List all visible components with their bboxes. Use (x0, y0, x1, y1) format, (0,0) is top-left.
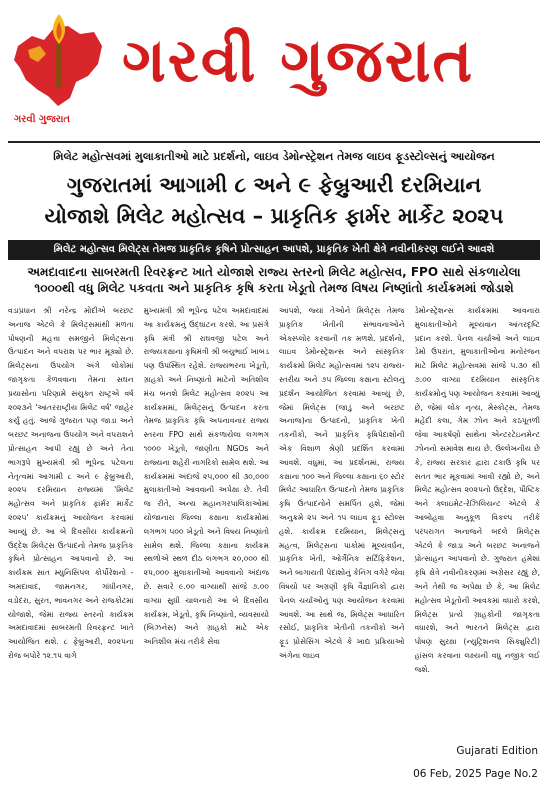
headline-line-1: ગુજરાતમાં આગામી ૮ અને ૯ ફેબ્રુઆરી દરમિયાન (66, 173, 482, 197)
logo-caption: ગરવી ગુજરાત (14, 114, 71, 125)
footer-date-page: 06 Feb, 2025 Page No.2 (413, 768, 538, 780)
subhead (8, 264, 540, 296)
masthead-divider (8, 141, 540, 143)
kicker: મિલેટ મહોત્સવમાં મુલાકાતીઓ માટે પ્રદર્શનો, લાઇવ ડેમોન્સ્ટ્રેશન તેમજ લાઇવ ફૂડસ્ટોલ્સનું આયોજન (53, 150, 495, 163)
subhead-line-1: અમદાવાદના સાબરમતી રિવરફ્રન્ટ ખાતે યોજાશે રાજ્ય સ્તરનો મિલેટ મહોત્સવ, FPO સાથે સંકળાયેલા (27, 265, 521, 279)
highlight-bar: મિલેટ મહોત્સવ મિલેટ્સ તેમજ પ્રાકૃતિક કૃષિને પ્રોત્સાહન આપશે, પ્રાકૃતિક ખેતી ક્ષેત્રે નવીનીકરણ લઈને આવશે (8, 240, 540, 260)
masthead (0, 0, 548, 146)
article-column-4: ડેમોન્સ્ટ્રેશન્સ કાર્યક્રમમાં આવનારા મુલાકાતીઓને મૂલ્યવાન આંતરદૃષ્ટિ પ્રદાન કરશે. પેનલ ચર્ચાઓ અને લાઇવ ડેમો ઉપરાંત, મુલાકાતીઓના મનોરંજન માટે મિલેટ મહોત્સવમાં સાંજે ૫.૩૦ થી ૭.૦૦ વાગ્યા દરમિયાન સાંસ્કૃતિક કાર્યક્રમોનું પણ આયોજન કરવામાં આવ્યું છે, જેમાં લોક નૃત્ય, મેસ્કોટ્સ, તેમજ મહેંદી કલા, ગેમ ઝોન અને કઠપૂતળી જેવા આકર્ષણો સાથેના એન્ટરટેઇનમેન્ટ ઝોનનો સમાવેશ થાય છે. ઉલ્લેખનીય છે કે, રાજ્ય સરકાર દ્વારા ટકાઉ કૃષિ પર સતત ભાર મૂકવામાં આવી રહ્યો છે, અને મિલેટ મહોત્સવ ૨૦૨૫નો ઉદ્દેશ, પૌષ્ટિક અને ક્લાઇમેટ-રેઝિલિયન્ટ એટલે કે આબોહવા અનુકૂળ વિકલ્પ તરીકે પરંપરાગત અનાજને બદલે મિલેટ્સ એટલે કે જાડા અને બરછટ અનાજને પ્રોત્સાહન આપવાનો છે. ગુજરાત હંમેશાં કૃષિ ક્ષેત્રે નવીનીકરણમાં અગ્રેસર રહ્યું છે, અને તેથી જ અપેક્ષા છે કે, આ મિલેટ મહોત્સવ ખેડૂતોની આવકમાં વધારો કરશે, મિલેટ્સ પ્રત્યે ગ્રાહકોની જાગૃકતા વધારશે, અને ભારતને મિલેટ્સ દ્વારા પોષણ સુરક્ષા (ન્યુટ્રિશનલ સિક્યુરિટી) હાંસલ કરવાના લક્ષ્યની વધુ નજીક લઈ જશે. (414, 306, 540, 674)
masthead-brand: ગરવી ગુજરાત (122, 26, 475, 96)
headline (8, 170, 540, 232)
article-column-1: વડાપ્રધાન શ્રી નરેન્દ્ર મોદીએ બરછટ અનાજ એટલે કે મિલેટ્સમાંથી મળતા પોષણની મહત્તા સમજીને મિલેટ્સના ઉત્પાદન અને વપરાશ પર ભાર મૂક્યો છે. મિલેટ્સના ઉપયોગ અંગે લોકોમાં જાગૃકતા કેળવવાના તેમના સઘન પ્રયાસોના પરિણામે સંયુક્ત રાષ્ટ્રએ વર્ષ ૨૦૨૩ને 'આંતરરાષ્ટ્રીય મિલેટ વર્ષ' જાહેર કર્યું હતું. આજે ગુજરાત પણ જાડા અને બરછટ અનાજના ઉપયોગ અને વપરાશને પ્રોત્સાહન આપી રહ્યું છે અને તેના ભાગરૂપે મુખ્યમંત્રી શ્રી ભૂપેન્દ્ર પટેલના નેતૃત્વમાં આગામી ૮ અને ૯ ફેબ્રુઆરી, ૨૦૨૫ દરમિયાન રાજ્યમાં 'મિલેટ મહોત્સવ અને પ્રાકૃતિક ફાર્મર માર્કેટ ૨૦૨૫' કાર્યક્રમનું આયોજન કરવામાં આવ્યું છે. આ બે દિવસીય કાર્યક્રમનો ઉદ્દેશ મિલેટ્સ ઉત્પાદનો તેમજ પ્રાકૃતિક કૃષિને પ્રોત્સાહન આપવાનો છે. આ કાર્યક્રમ સાત મ્યુનિસિપલ કોર્પોરેશનો - અમદાવાદ, જામનગર, ગાંધીનગર, વડોદરા, સુરત, ભાવનગર અને રાજકોટમાં યોજાશે, જેમાં રાજ્ય સ્તરનો કાર્યક્રમ અમદાવાદમાં સાબરમતી રિવરફ્રન્ટ ખાતે આયોજિત થશે. ૮ ફેબ્રુઆરી, ૨૦૨૫ના રોજ બપોરે ૧૨.૧૫ વાગે (8, 306, 134, 660)
article-column-2: મુખ્યમંત્રી શ્રી ભૂપેન્દ્ર પટેલ અમદાવાદમાં આ કાર્યક્રમનું ઉદ્ઘાટન કરશે. આ પ્રસંગે કૃષિ મંત્રી શ્રી રાઘવજી પટેલ અને રાજ્યકક્ષાના કૃષિમંત્રી શ્રી બચુભાઈ ખાબડ પણ ઉપસ્થિત રહેશે. રાજ્યભરના ખેડૂતો, ગ્રાહકો અને નિષ્ણાંતો માટેનો અતિશીલ મંચ બનશે મિલેટ મહોત્સવ ૨૦૨૫ આ કાર્યક્રમમાં, મિલેટ્સનું ઉત્પાદન કરતા તેમજ પ્રાકૃતિક કૃષિ અપનાવનાર રાજ્ય સ્તરના FPO સાથે સંકળાયેલા લગભગ ૧૦૦૦ ખેડૂતો, જાણીતા NGOs અને રાજ્યના શહેરી નાગરિકો સામેલ થશે. આ કાર્યક્રમમાં અંદાજે ૨૫,૦૦૦ થી ૩૦,૦૦૦ મુલાકાતીઓ આવવાની અપેક્ષા છે. તેવી જ રીતે, અન્ય મહાનગરપાલિકાઓમાં યોજાનારા જિલ્લા કક્ષાના કાર્યક્રમોમાં લગભગ ૫૦૦ ખેડૂતો અને વિષય નિષ્ણાંતો સામેલ થશે. જિલ્લા કક્ષાના કાર્યક્રમ સ્થળોએ સ્થળ દીઠ લગભગ ૨૦,૦૦૦ થી ૨૫,૦૦૦ મુલાકાતીઓ આવવાનો અંદાજ છે. સવારે ૯.૦૦ વાગ્યાથી સાંજે ૭.૦૦ વાગ્યા સુધી ચાલનારો આ બે દિવસીય કાર્યક્રમ, ખેડૂતો, કૃષિ નિષ્ણાંતો, વ્યવસાયો (બિઝનેસ) અને ગ્રાહકો માટે એક અતિશીલ મંચ તરીકે સેવા (143, 306, 269, 647)
gujarat-map-torch-icon (10, 6, 108, 114)
subhead-line-2: ૧૦૦૦થી વધુ મિલેટ પકવતા અને પ્રાકૃતિક કૃષિ કરતા ખેડૂતો તેમજ વિષય નિષ્ણાંતો કાર્યક્રમમાં જોડાશે (34, 281, 514, 295)
footer-edition: Gujarati Edition (456, 745, 538, 757)
article-body (8, 304, 540, 752)
article-column-3: આપશે, જ્યાં તેઓને મિલેટ્સ તેમજ પ્રાકૃતિક ખેતીની સંભાવનાઓને એક્સ્પ્લોર કરવાની તક મળશે. પ્રદર્શનો, લાઇવ ડેમોન્સ્ટ્રેશન્સ અને સાંસ્કૃતિક કાર્યક્રમો મિલેટ મહોત્સવમાં ૧૨૫ રાજ્ય-સ્તરીય અને ૭૫ જિલ્લા કક્ષાના સ્ટોલનું પ્રદર્શન આયોજિત કરવામાં આવ્યું છે, જેમાં મિલેટ્સ (જાડું અને બરછટ અનાજ)ના ઉત્પાદનો, પ્રાકૃતિક ખેતી તકનીકો, અને પ્રાકૃતિક કૃષિપેદાશોની એક વિશાળ શ્રેણી પ્રદર્શિત કરવામાં આવશે. વધુમાં, આ પ્રદર્શનમાં, રાજ્ય કક્ષાના ૧૦૦ અને જિલ્લા કક્ષાના ૬૦ સ્ટોર મિલેટ આધારિત ઉત્પાદનો તેમજ પ્રાકૃતિક કૃષિ ઉત્પાદનોને સમર્પિત હશે, જેમાં અનુક્રમે ૨૫ અને ૧૫ લાઇવ ફૂડ સ્ટોલ્સ હશે. કાર્યક્રમ દરમિયાન, મિલેટ્સનું મહત્વ, મિલેટ્સના પાકોમાં મૂલ્યવર્ધન, પ્રાકૃતિક ખેતી, ઓર્ગેનિક સર્ટિફિકેશન, અને બાગાયતી પેદાશોનું કેનિંગ વગેરે જેવા વિષયો પર અગ્રણી કૃષિ વૈજ્ઞાનિકો દ્વારા પેનલ ચર્ચાઓનું પણ આયોજન કરવામાં આવશે. આ સાથે જ, મિલેટ્સ આધારિત રસોઈ, પ્રાકૃતિક ખેતીની તકનીકો અને ફૂડ પ્રોસેસિંગ એટલે કે ખાદ્ય પ્રક્રિયાઓ અંગેના લાઇવ (279, 306, 405, 660)
headline-line-2: યોજાશે મિલેટ મહોત્સવ – પ્રાકૃતિક ફાર્મર માર્કેટ ૨૦૨૫ (44, 204, 504, 228)
